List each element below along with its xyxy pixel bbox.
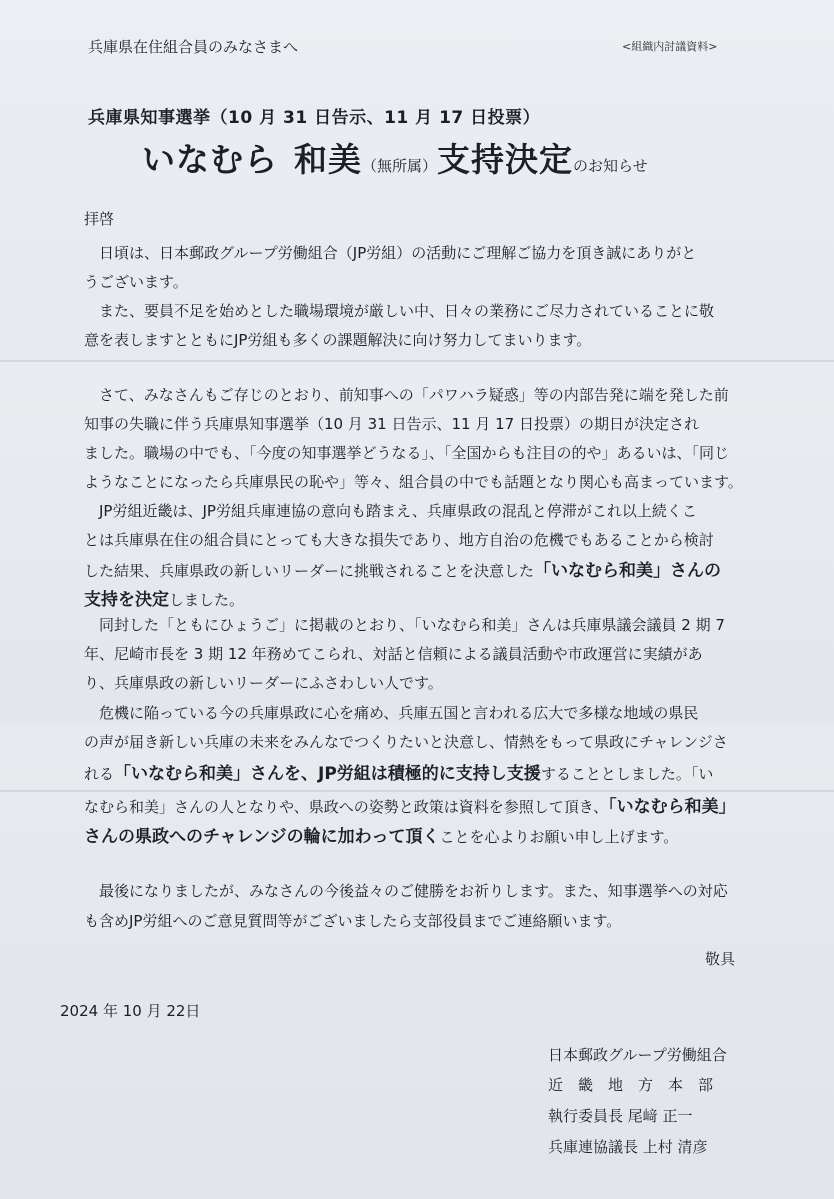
salutation: 拝啓 [84, 210, 115, 228]
body-line [84, 759, 713, 784]
signature-council-chair: 兵庫連協議長 上村 清彦 [548, 1138, 708, 1156]
fold-line [0, 360, 834, 362]
emphasis-text: 「いなむら和美」さんを、JP労組は積極的に支持し支援 [114, 764, 541, 784]
body-text: ことを心よりお願い申し上げます。 [439, 828, 679, 846]
body-line: の声が届き新しい兵庫の未来をみんなでつくりたいと決意し、情熱をもって県政にチャレンジさ [84, 733, 728, 751]
headline-candidate: いなむら [142, 140, 278, 179]
body-line: うございます。 [84, 273, 188, 291]
body-line: 年、尼崎市長を 3 期 12 年務めてこられ、対話と信頼による議員活動や市政運営に実績があ [84, 645, 703, 663]
body-line: 最後になりましたが、みなさんの今後益々のご健勝をお祈りします。また、知事選挙への対応 [84, 882, 728, 900]
body-line: 日頃は、日本郵政グループ労働組合（JP労組）の活動にご理解ご協力を頂き誠にありがと [84, 244, 697, 262]
body-text: することとしました。「い [540, 765, 714, 783]
emphasis-text: さんの県政へのチャレンジの輪に加わって頂く [84, 827, 440, 847]
signature-division: 近 畿 地 方 本 部 [548, 1076, 714, 1094]
body-line: さて、みなさんもご存じのとおり、前知事への「パワハラ疑惑」等の内部告発に端を発した前 [84, 386, 729, 404]
headline-affiliation: （無所属） [362, 157, 438, 175]
body-line: JP労組近畿は、JP労組兵庫連協の意向も踏まえ、兵庫県政の混乱と停滞がこれ以上続くこ [84, 502, 697, 520]
body-line: 知事の失職に伴う兵庫県知事選挙（10 月 31 日告示、11 月 17 日投票）の期日が決定され [84, 415, 699, 433]
body-text: した結果、兵庫県政の新しいリーダーに挑戦されることを決意した [84, 562, 535, 580]
headline-suffix: のお知らせ [573, 157, 648, 175]
body-line: 危機に陥っている今の兵庫県政に心を痛め、兵庫五国と言われる広大で多様な地域の県民 [84, 704, 699, 722]
body-line: り、兵庫県政の新しいリーダーにふさわしい人です。 [84, 674, 443, 692]
headline-decision: 支持決定 [437, 140, 574, 179]
headline-given-name: 和美 [294, 140, 362, 179]
body-text: しました。 [169, 591, 245, 609]
emphasis-text: 「いなむら和美」 [608, 797, 736, 817]
election-subtitle: 兵庫県知事選挙（10 月 31 日告示、11 月 17 日投票） [88, 108, 541, 128]
body-line [84, 822, 678, 847]
headline [142, 134, 648, 181]
body-text: れる [84, 765, 115, 783]
body-line: も含めJP労組へのご意見質問等がございましたら支部役員までご連絡願います。 [84, 912, 622, 930]
signature-organization: 日本郵政グループ労働組合 [548, 1046, 727, 1064]
internal-document-marker: <組織内討議資料> [622, 40, 718, 53]
body-line: ようなことになったら兵庫県民の恥や」等々、組合員の中でも話題となり関心も高まっています。 [84, 473, 743, 491]
addressee: 兵庫県在住組合員のみなさまへ [88, 38, 299, 56]
closing-remark: 敬具 [705, 950, 736, 968]
body-line: また、要員不足を始めとした職場環境が厳しい中、日々の業務にご尽力されていることに敬 [84, 302, 715, 320]
letter-date: 2024 年 10 月 22日 [60, 1002, 201, 1020]
body-line [84, 792, 736, 817]
emphasis-text: 支持を決定 [84, 590, 169, 610]
body-line: とは兵庫県在住の組合員にとっても大きな損失であり、地方自治の危機でもあることから検討 [84, 531, 714, 549]
emphasis-text: 「いなむら和美」さんの [534, 561, 722, 581]
signature-chair: 執行委員長 尾﨑 正一 [548, 1107, 693, 1125]
body-line [84, 585, 244, 610]
body-line [84, 556, 721, 581]
body-text: なむら和美」さんの人となりや、県政への姿勢と政策は資料を参照して頂き、 [84, 798, 609, 816]
body-line: 意を表しますとともにJP労組も多くの課題解決に向け努力してまいります。 [84, 331, 592, 349]
body-line: 同封した「ともにひょうご」に掲載のとおり、「いなむら和美」さんは兵庫県議会議員 2 期 7 [84, 616, 725, 634]
body-line: ました。職場の中でも、「今度の知事選挙どうなる」、「全国からも注目の的や」あるいは、「同じ [84, 444, 730, 462]
